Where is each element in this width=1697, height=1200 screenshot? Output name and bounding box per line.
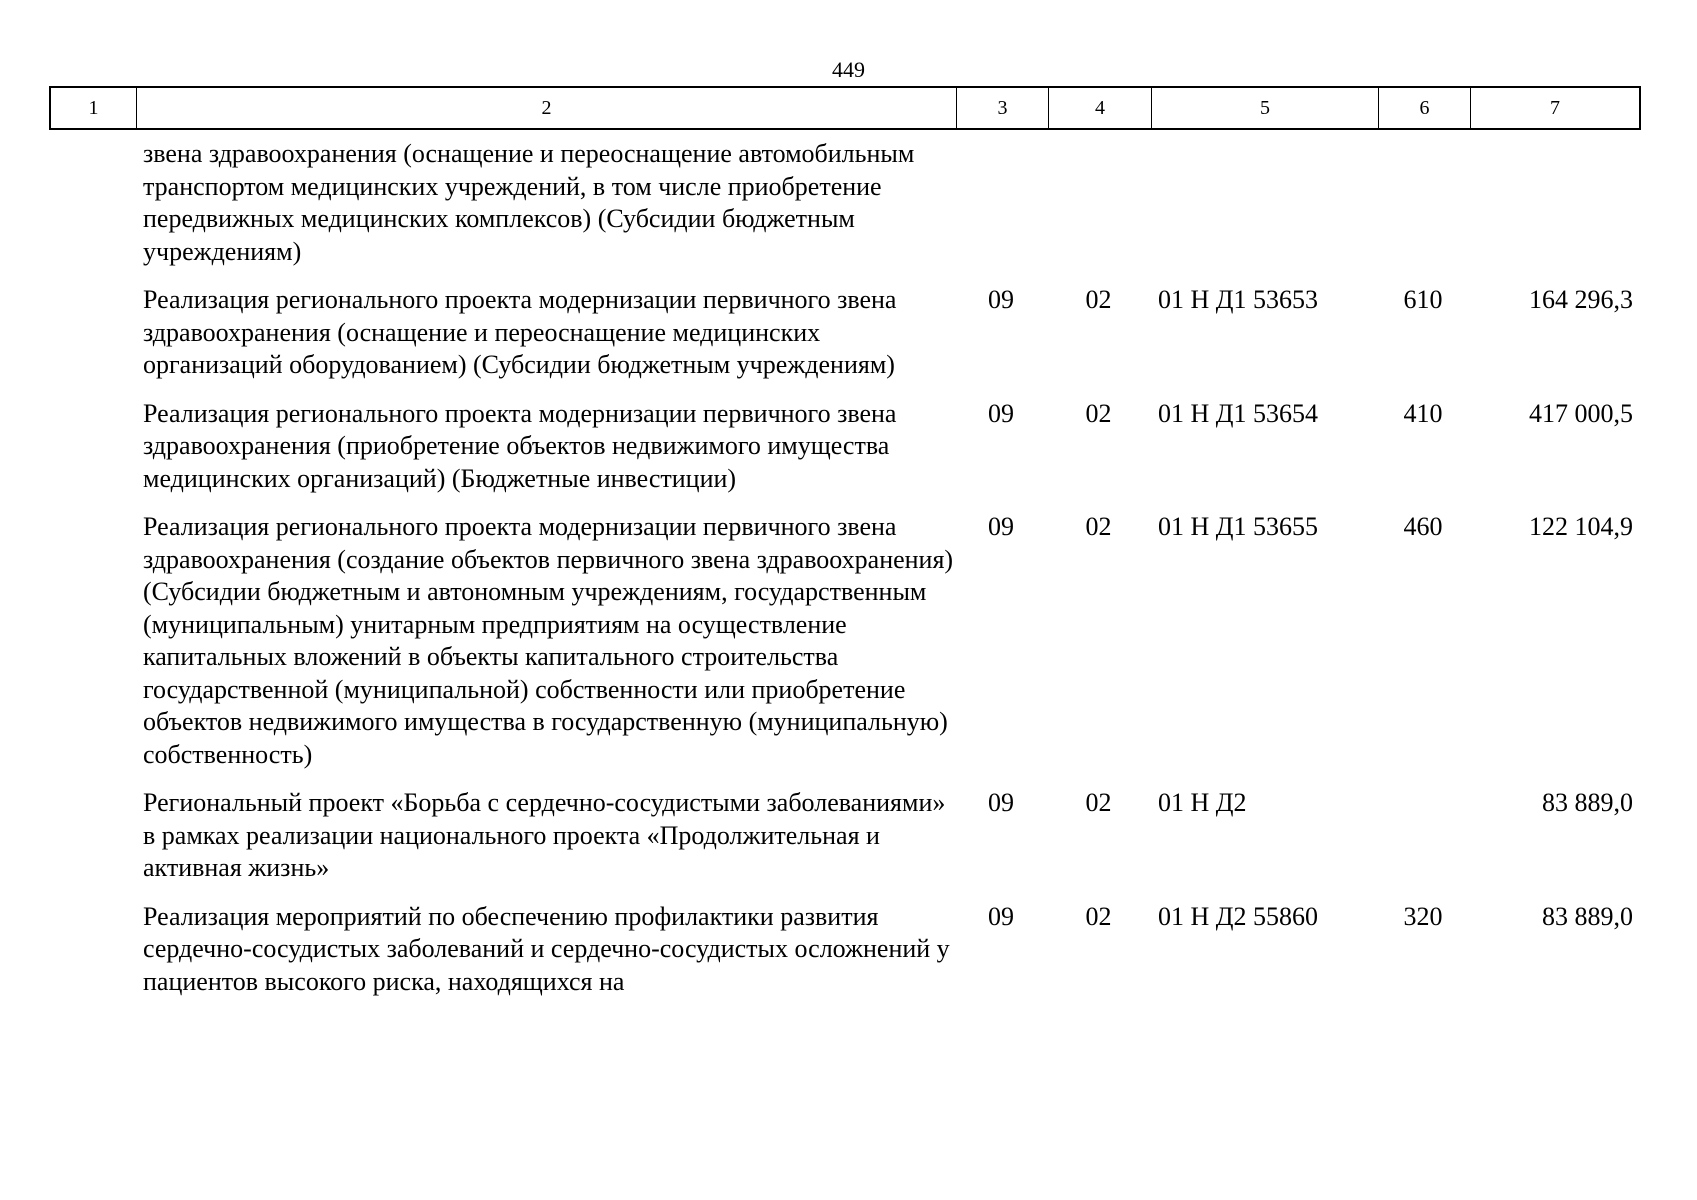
row-subsection: 02 bbox=[1085, 512, 1112, 541]
row-subsection: 02 bbox=[1085, 901, 1112, 931]
row-sum: 83 889,0 bbox=[1542, 901, 1633, 931]
table-row bbox=[49, 284, 1641, 382]
header-col-6: 6 bbox=[1379, 88, 1471, 128]
header-col-1: 1 bbox=[51, 88, 137, 128]
page-number: 449 bbox=[832, 57, 865, 82]
row-number-cell bbox=[49, 138, 135, 268]
row-number-cell bbox=[49, 511, 135, 771]
row-section: 09 bbox=[988, 285, 1014, 314]
row-sum bbox=[1469, 138, 1641, 268]
row-name: Реализация мероприятий по обеспечению профилактики развития сердечно-сосудистых заболеваний и сердечно-сосудистых осложнений у пациентов высокого риска, находящихся на bbox=[143, 901, 950, 996]
header-col-5: 5 bbox=[1152, 88, 1379, 128]
row-target-article: 01 Н Д1 53653 bbox=[1158, 285, 1319, 314]
table-row bbox=[49, 901, 1641, 999]
row-number-cell bbox=[49, 901, 135, 999]
table-header bbox=[49, 86, 1641, 130]
row-section: 09 bbox=[988, 512, 1014, 541]
row-target-article bbox=[1150, 138, 1377, 268]
header-col-3: 3 bbox=[957, 88, 1049, 128]
row-section: 09 bbox=[988, 788, 1014, 817]
row-subsection: 02 bbox=[1085, 788, 1112, 817]
row-number-cell bbox=[49, 787, 135, 885]
row-sum: 164 296,3 bbox=[1529, 285, 1633, 314]
row-target-article: 01 Н Д1 53655 bbox=[1158, 512, 1319, 541]
row-sum: 417 000,5 bbox=[1529, 398, 1633, 428]
row-subsection bbox=[1047, 138, 1150, 268]
row-expense-type bbox=[1377, 138, 1469, 268]
row-name: Реализация регионального проекта модернизации первичного звена здравоохранения (оснащение и переоснащение медицинских организаций оборудованием) (Субсидии бюджетным учреждениям) bbox=[143, 285, 897, 379]
table-body bbox=[49, 138, 1641, 1014]
row-subsection: 02 bbox=[1085, 398, 1112, 428]
row-target-article: 01 Н Д1 53654 bbox=[1158, 398, 1319, 428]
table-row bbox=[49, 138, 1641, 268]
row-name: Региональный проект «Борьба с сердечно-сосудистыми заболеваниями» в рамках реализации национального проекта «Продолжительная и активная жизнь» bbox=[143, 788, 946, 882]
row-expense-type: 610 bbox=[1403, 285, 1443, 314]
row-section: 09 bbox=[988, 901, 1014, 931]
table-row bbox=[49, 787, 1641, 885]
row-sum: 83 889,0 bbox=[1542, 788, 1633, 817]
row-expense-type: 410 bbox=[1403, 398, 1443, 428]
row-subsection: 02 bbox=[1085, 285, 1112, 314]
row-sum: 122 104,9 bbox=[1529, 512, 1633, 541]
row-section bbox=[955, 138, 1047, 268]
table-row bbox=[49, 398, 1641, 496]
row-target-article: 01 Н Д2 55860 bbox=[1158, 901, 1319, 931]
row-name: звена здравоохранения (оснащение и переоснащение автомобильным транспортом медицинских учреждений, в том числе приобретение передвижных медицинских комплексов) (Субсидии бюджетным учреждениям) bbox=[143, 139, 915, 266]
header-col-7: 7 bbox=[1550, 96, 1560, 119]
row-name: Реализация регионального проекта модернизации первичного звена здравоохранения (создание объектов первичного звена здравоохранения) (Субсидии бюджетным и автономным учреждениям, государственным (муниципальным) унитарным предприятиям на осуществление капитальных вложений в объекты капитального строительства государственной (муниципальной) собственности или приобретение объектов недвижимого имущества в государственную (муниципальную) собственность) bbox=[143, 512, 954, 769]
row-name: Реализация регионального проекта модернизации первичного звена здравоохранения (приобретение объектов недвижимого имущества медицинских организаций) (Бюджетные инвестиции) bbox=[143, 398, 897, 493]
table-row bbox=[49, 511, 1641, 771]
row-expense-type: 460 bbox=[1403, 512, 1443, 541]
row-target-article: 01 Н Д2 bbox=[1158, 788, 1247, 817]
header-col-2: 2 bbox=[137, 88, 957, 128]
row-expense-type bbox=[1377, 787, 1469, 885]
row-number-cell bbox=[49, 284, 135, 382]
row-number-cell bbox=[49, 398, 135, 496]
row-expense-type: 320 bbox=[1403, 901, 1443, 931]
row-section: 09 bbox=[988, 398, 1014, 428]
header-col-4: 4 bbox=[1049, 88, 1152, 128]
